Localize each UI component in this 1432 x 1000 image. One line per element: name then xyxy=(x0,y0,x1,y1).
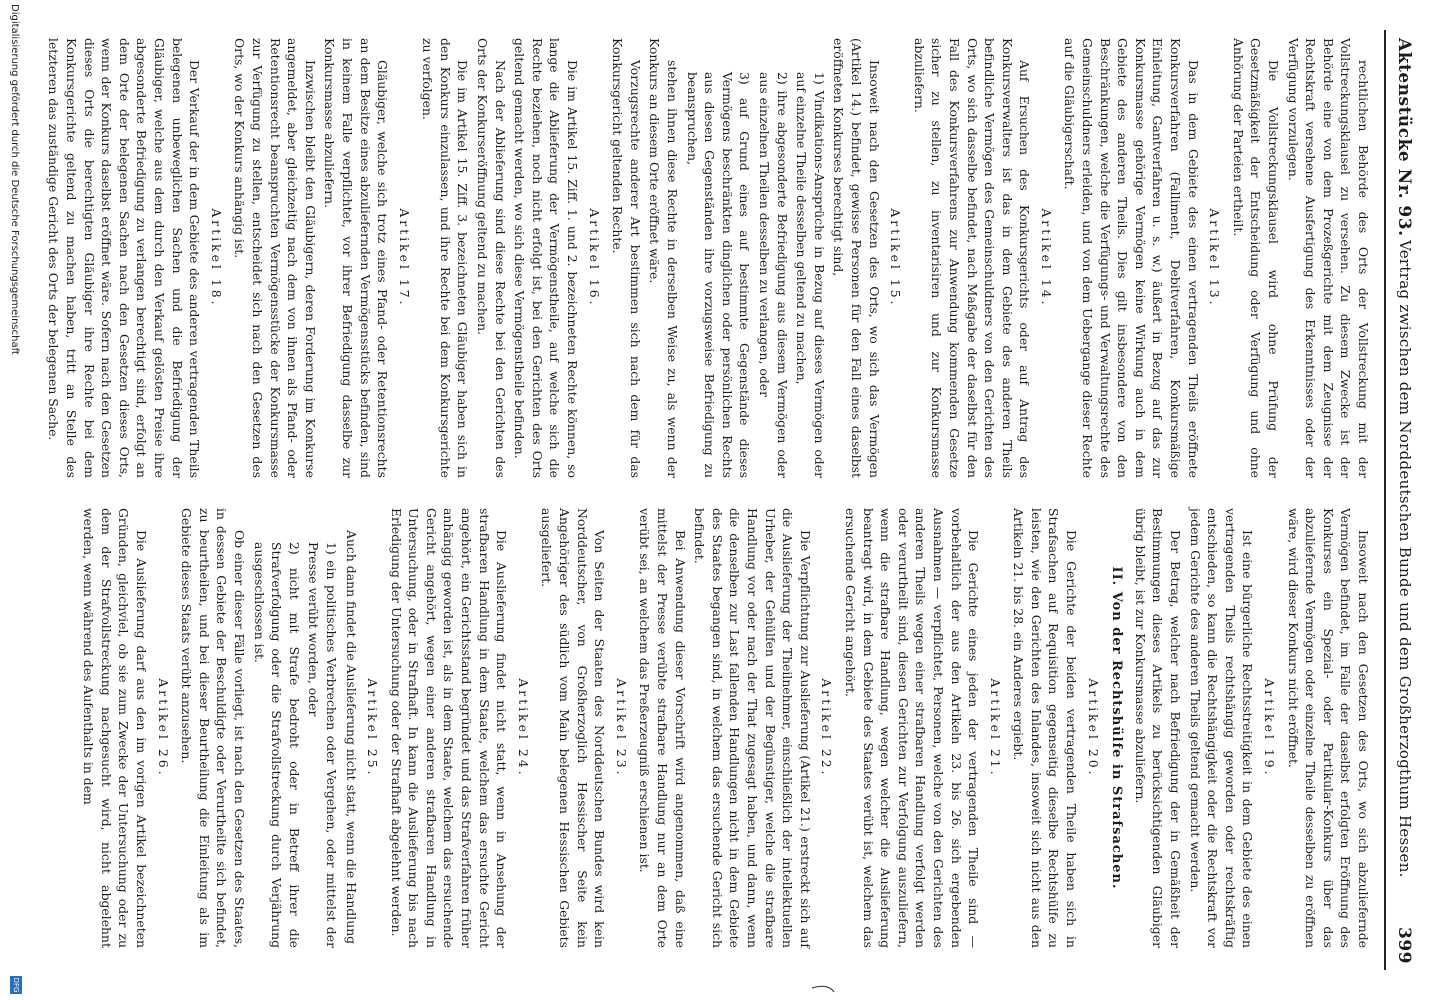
list-item: 1) Vindikations-Ansprüche in Bezug auf dieses Vermögen oder auf einzelne Theile desselben geltend zu machen, xyxy=(794,72,827,478)
paragraph: Inzwischen bleibt den Gläubigern, deren Forderung im Konkurse angemeldet, aber gleichzeitig nach dem von ihnen als Pfand- oder Retentionsrecht beanspruchten Vermögensstücke der Konkursmasse zur Verfügung zu stellen, entscheidet sich nach den Gesetzen des Orts, wo der Konkurs anhängig ist. xyxy=(232,38,318,478)
article-heading: Artikel 15. xyxy=(888,208,904,308)
digitization-credit: Digitalisierung gefördert durch die Deutsche Forschungsgemeinschaft xyxy=(9,4,20,355)
paragraph: Die Vollstreckungsklausel wird ohne Prüfung der Gesetzmäßigkeit der Entscheidung oder Verfügung und ohne Anhörung der Parteien ertheilt. xyxy=(1230,38,1282,478)
paragraph: Vorzugsrechte anderer Art bestimmen sich nach dem für das Konkursgericht geltenden Rechte. xyxy=(610,38,643,478)
header-document-number: Aktenstücke Nr. 93. xyxy=(1394,38,1414,237)
article-heading: Artikel 25. xyxy=(365,678,381,778)
list-item: 2) nicht mit Strafe bedroht oder in Betreff ihrer die Strafverfolgung oder die Strafvollstreckung durch Verjährung ausgeschlossen ist. xyxy=(251,542,302,948)
paragraph: Von Seiten der Staaten des Norddeutschen Bundes wird kein Norddeutscher, von Großherzoglich Hessischer Seite kein Angehöriger des südlich vom Main belegenen Hessischen Gebiets ausgeliefert. xyxy=(539,508,608,948)
paragraph: Der Betrag, welcher nach Befriedigung der in Gemäßheit der Bestimmungen dieses Artikels zu berücksichtigenden Gläubiger übrig bleibt, ist zur Konkursmasse abzuliefern. xyxy=(1132,508,1184,948)
header-title: Vertrag zwischen dem Norddeutschen Bunde und dem Großherzogthum Hessen. xyxy=(1396,240,1414,878)
paragraph: Der Verkauf der in dem Gebiete des anderen vertragenden Theils belegenen unbeweglichen Sachen und die Befriedigung der Gläubiger, welche aus dem durch den Verkauf gelösten Preise ihre abgesonderte Befriedigung zu verlangen berechtigt sind, erfolgt an dem Orte der belegenen Sachen nach den Gesetzen dieses Orts, wenn der Konkurs daselbst eröffnet wäre. Sofern nach den Gesetzen dieses Orts die berechtigten Gläubiger ihre Rechte bei dem Konkursgerichte geltend zu machen haben, tritt an Stelle des letzteren das zuständige Gericht des Orts der belegenen Sache. xyxy=(46,38,203,478)
article-heading: Artikel 18. xyxy=(208,208,224,308)
paragraph: Ob einer dieser Fälle vorliegt, ist nach den Gesetzen des Staates, in dessen Gebiete der Beschuldigte oder Verurtheilte sich befindet, zu beurtheilen, und bei dieser Beurtheilung die Einleitung als im Gebiete dieses Staats verübt anzusehen. xyxy=(179,508,247,948)
article-heading: Artikel 19. xyxy=(1262,678,1278,778)
paragraph: Die im Artikel 15. Ziff. 1. und 2. bezeichneten Rechte können, so lange die Ablieferung der Vermögenstheile, auf welche sich die Rechte beziehen, noch nicht erfolgt ist, bei den Gerichten des Orts geltend gemacht werden, wo sich diese Vermögenstheile befinden. xyxy=(512,38,581,478)
article-heading: Artikel 21. xyxy=(987,678,1003,778)
paragraph: Die Auslieferung darf aus den im vorigen Artikel bezeichneten Gründen, gleichviel, ob sie zum Zwecke der Untersuchung oder zu dem der Strafvollstreckung nachgesucht wird, nicht abgelehnt werden, wenn während des Aufenthalts in dem xyxy=(81,508,149,948)
digitization-footer xyxy=(4,0,24,1000)
article-heading: Artikel 20. xyxy=(1085,678,1101,778)
dfg-logo: DFG xyxy=(12,977,20,993)
article-heading: Artikel 26. xyxy=(155,678,171,778)
paragraph: Auch dann findet die Auslieferung nicht statt, wenn die Handlung xyxy=(343,530,359,945)
paragraph: Gläubiger, welche sich trotz eines Pfand- oder Retentionsrechts an dem Besitze eines abzuliefernden Vermögensstücks befinden, sind in keinem Falle verpflichtet, vor ihrer Befriedigung dasselbe zur Konkursmasse abzuliefern. xyxy=(322,38,391,478)
page-number: 399 xyxy=(1394,927,1414,964)
article-heading: Artikel 14. xyxy=(1038,208,1054,308)
right-column xyxy=(52,508,1372,948)
paragraph: Die Auslieferung findet nicht statt, wenn in Ansehung der strafbaren Handlung in dem Staate, welchem das ersuchte Gericht angehört, ein Gerichtsstand begründet und das Strafverfahren früher anhängig geworden ist, als in dem Staate, welchem das ersuchende Gericht angehört, wegen einer anderen strafbaren Handlung in Untersuchung, oder in Strafhaft. In kann die Auslieferung bis nach Erledigung der Untersuchung oder der Strafhaft abgelehnt werden. xyxy=(388,508,510,948)
pencil-mark xyxy=(810,982,836,996)
article-heading: Artikel 16. xyxy=(586,208,602,308)
list-item: 3) auf Grund eines auf bestimmte Gegenstände dieses Vermögens beschränkten dinglichen oder persönlichen Rechts aus diesen Gegenständen ihre vorzugsweise Befriedigung zu beanspruchen, xyxy=(684,72,753,478)
paragraph: Ist eine bürgerliche Rechtsstreitigkeit in dem Gebiete des einen vertragenden Theils rechtshängig geworden oder rechtskräftig entschieden, so kann die Rechtshängigkeit oder die Rechtskraft vor jedem Gerichte des anderen Theils geltend gemacht werden. xyxy=(1187,508,1256,948)
paragraph: Die Gerichte eines jeden der vertragenden Theile sind — vorbehaltlich der aus den Artikeln 23. bis 26. sich ergebenden Ausnahmen — verpflichtet, Personen, welche von den Gerichten des anderen Theils wegen einer strafbaren Handlung verfolgt werden oder verurtheilt sind, diesen Gerichten zur Verfolgung auszuliefern, wenn die strafbare Handlung, wegen welcher die Auslieferung beantragt wird, in dem Gebiete des Staates verübt ist, welchem das ersuchende Gericht angehört. xyxy=(842,508,982,948)
numbered-list xyxy=(683,38,828,478)
paragraph: stehen ihnen diese Rechte in derselben Weise zu, als wenn der Konkurs an diesem Orte eröffnet wäre. xyxy=(647,38,681,478)
list-item: 1) ein politisches Verbrechen oder Vergehen, oder mittelst der Presse verübt worden, oder xyxy=(306,542,339,948)
paragraph: Bei Anwendung dieser Vorschrift wird angenommen, daß eine mittelst der Presse verübte strafbare Handlung nur an dem Orte verübt sei, an welchem das Preßerzeugniß erschienen ist. xyxy=(637,508,688,948)
numbered-list xyxy=(250,508,340,948)
article-heading: Artikel 23. xyxy=(613,678,629,778)
list-item: 2) ihre abgesonderte Befriedigung aus diesem Vermögen oder aus einzelnen Theilen desselben zu verlangen, oder xyxy=(757,72,790,478)
left-column xyxy=(46,38,1372,478)
paragraph: Insoweit nach den Gesetzen des Orts, wo sich abzuliefernde Vermögen befindet, im Falle der daselbst erfolgten Eröffnung des Konkurses ein Spezial- oder Partikular-Konkurs über das abzuliefernde Vermögen oder einzelne Theile desselben zu eröffnen wäre, wird dieser Konkurs nicht eröffnet. xyxy=(1285,508,1371,948)
paragraph: Das in dem Gebiete des einen vertragenden Theils eröffnete Konkursverfahren (Falliment, Debitverfahren, Konkursmäßige Einleitung, Gantverfahren u. s. w.) äußert in Bezug auf das zur Konkursmasse gehörige Vermögen keine Wirkung auch in dem Gebiete des anderen Theils. Dies gilt insbesondere von den Beschränkungen, welche die Verfügungs- und Verwaltungsrechte des Gemeinschuldners erleiden, und von dem Uebergange dieser Rechte auf die Gläubigerschaft. xyxy=(1062,38,1201,478)
paragraph: Die Verpflichtung zur Auslieferung (Artikel 21.) erstreckt sich auf die Auslieferung der Theilnehmer, einschließlich der intellektuellen Urheber, der Gehülfen und der Begünstiger, welche die strafbare Handlung vor oder nach der That zugesagt haben, und dann, wenn die denselben zur Last fallenden Handlungen nicht in dem Gebiete des Staates begangen sind, in welchem das ersuchende Gericht sich befindet. xyxy=(692,508,813,948)
paragraph: Auf Ersuchen des Konkursgerichts oder auf Antrag des Konkursverwalters ist das in dem Gebiete des anderen Theils befindliche Vermögen des Gemeinschuldners von den Gerichten des Orts, wo sich dasselbe befindet, nach Maßgabe der daselbst für den Fall des Konkursverfahrens zur Anwendung kommenden Gesetze sicher zu stellen, zu inventarisiren und zur Konkursmasse abzuliefern. xyxy=(911,38,1033,478)
article-heading: Artikel 22. xyxy=(819,678,835,778)
paragraph: Die Gerichte der beiden vertragenden Theile haben sich in Strafsachen auf Requisition gegenseitig dieselbe Rechtshülfe zu leisten, wie den Gerichten des Inlandes, insoweit sich nicht aus den Artikeln 21. bis 28. ein Anderes ergiebt. xyxy=(1011,508,1080,948)
running-header xyxy=(1384,30,1426,970)
paragraph: rechtlichen Behörde des Orts der Vollstreckung mit der Vollstreckungsklausel zu versehen. Zu diesem Zwecke ist der Behörde eine von dem Prozeßgerichte mit dem Zeugnisse der Rechtskraft versehene Ausfertigung des Erkenntnisses oder der Verfügung vorzulegen. xyxy=(1285,38,1371,478)
section-heading: II. Von der Rechtshülfe in Strafsachen. xyxy=(1109,566,1125,890)
paragraph: Nach der Ablieferung sind diese Rechte bei den Gerichten des Orts der Konkurseröffnung geltend zu machen. xyxy=(475,38,508,478)
article-heading: Artikel 24. xyxy=(515,678,531,778)
paragraph: Die im Artikel 15. Ziff. 3. bezeichneten Gläubiger haben sich in den Konkurs einzulassen, und ihre Rechte bei dem Konkursgerichte zu verfolgen. xyxy=(420,38,471,478)
article-heading: Artikel 17. xyxy=(396,208,412,308)
article-heading: Artikel 13. xyxy=(1207,208,1223,308)
paragraph: Insoweit nach den Gesetzen des Orts, wo sich das Vermögen (Artikel 14.) befindet, gewisse Personen für den Fall eines daselbst eröffneten Konkurses berechtigt sind, xyxy=(831,38,882,478)
